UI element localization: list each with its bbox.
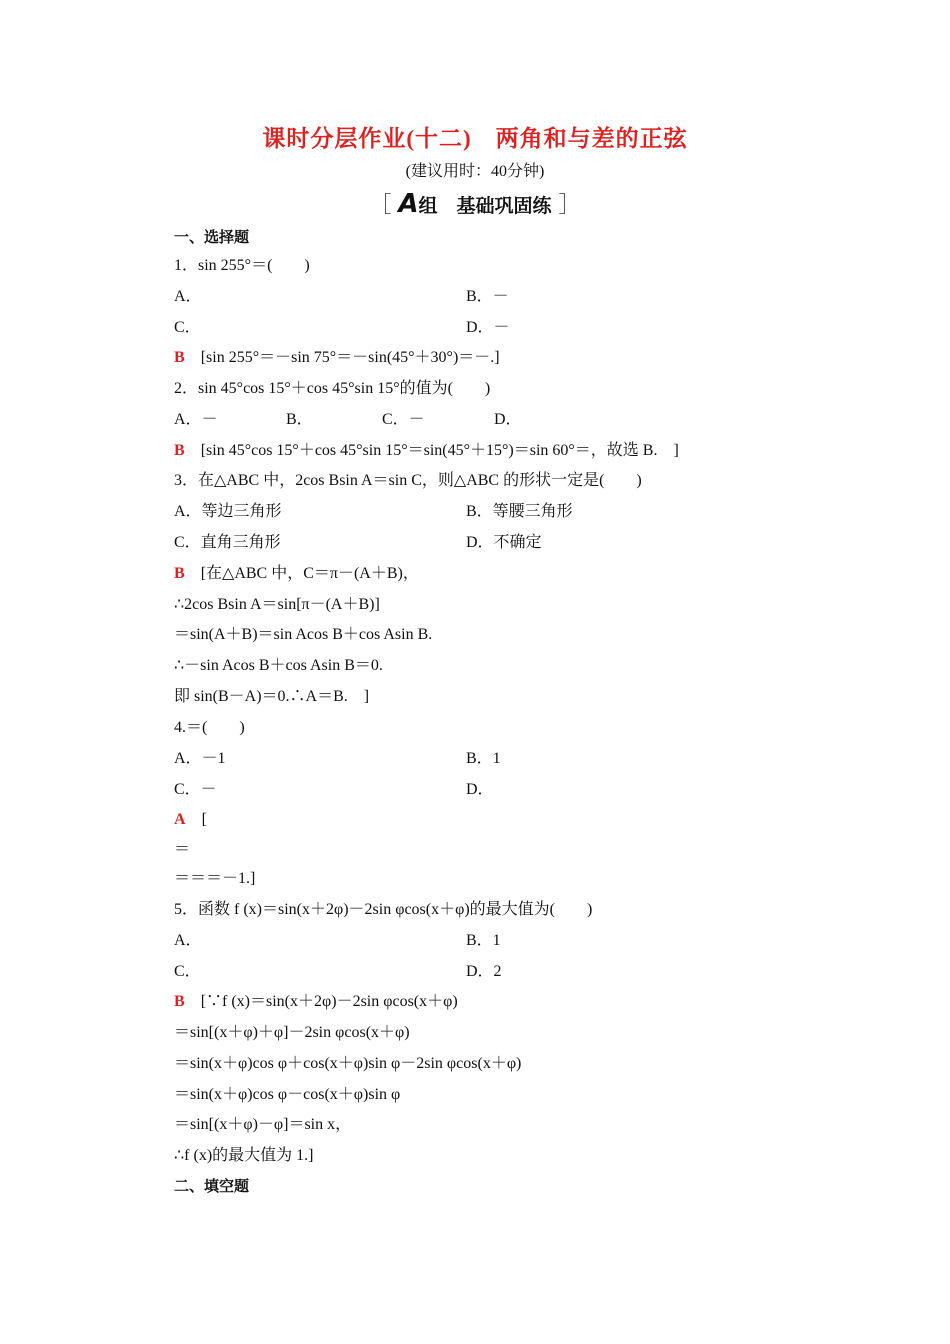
question-1-stem: 1．sin 255°＝( ) — [174, 257, 310, 274]
q4-explanation-line: [ — [201, 811, 207, 828]
q5-solution-line — [174, 992, 458, 1012]
q3-answer: B — [174, 565, 185, 582]
q3-explanation-line: 即 sin(B－A)＝0.∴A＝B. ] — [174, 688, 370, 705]
q2-explanation: [sin 45°cos 15°＋cos 45°sin 15°＝sin(45°＋15°)＝sin 60°＝，故选 B. ] — [200, 442, 679, 459]
q4-option-b: B．1 — [466, 750, 501, 767]
q3-solution-line — [174, 564, 419, 584]
right-bracket: ］ — [551, 193, 581, 218]
q3-explanation-line: ＝sin(A＋B)＝sin Acos B＋cos Asin B. — [174, 626, 433, 643]
q2-option-c: C．－ — [382, 411, 425, 428]
q5-option-d: D．2 — [466, 963, 502, 980]
q2-option-a: A．－ — [174, 411, 218, 428]
q3-option-c: C．直角三角形 — [174, 534, 281, 551]
q4-answer: A — [174, 811, 186, 828]
q3-explanation-line: [在△ABC 中，C＝π－(A＋B)， — [200, 565, 419, 582]
q3-explanation-line: ∴－sin Acos B＋cos Asin B＝0. — [174, 657, 383, 674]
q5-explanation-line: [∵f (x)＝sin(x＋2φ)－2sin φcos(x＋φ) — [200, 993, 458, 1010]
left-bracket: ［ — [369, 193, 399, 218]
q2-option-b: B． — [286, 411, 313, 428]
q2-answer: B — [174, 442, 185, 459]
q1-option-d: D．－ — [466, 319, 510, 336]
q2-solution — [174, 441, 679, 461]
q4-option-a: A．－1 — [174, 750, 226, 767]
q5-explanation-line: ＝sin[(x＋φ)－φ]＝sin x， — [174, 1116, 352, 1133]
q5-explanation-line: ＝sin[(x＋φ)＋φ]－2sin φcos(x＋φ) — [174, 1024, 410, 1041]
suggested-time: (建议用时：40分钟) — [405, 163, 545, 180]
q1-solution — [174, 348, 500, 368]
q5-option-b: B．1 — [466, 932, 501, 949]
group-heading — [0, 188, 950, 219]
q5-answer: B — [174, 993, 185, 1010]
q1-option-c: C． — [174, 319, 201, 336]
q5-explanation-line: ＝sin(x＋φ)cos φ＋cos(x＋φ)sin φ－2sin φcos(x＋φ) — [174, 1055, 522, 1072]
q3-option-b: B．等腰三角形 — [466, 503, 573, 520]
section-heading-choice: 一、选择题 — [174, 228, 250, 246]
q1-option-b: B．－ — [466, 288, 509, 305]
q4-option-d: D． — [466, 781, 494, 798]
question-2-stem: 2．sin 45°cos 15°＋cos 45°sin 15°的值为( ) — [174, 380, 491, 397]
q5-option-a: A． — [174, 932, 202, 949]
q1-answer: B — [174, 349, 185, 366]
question-3-stem: 3．在△ABC 中，2cos Bsin A＝sin C，则△ABC 的形状一定是( ) — [174, 472, 642, 489]
q2-option-d: D． — [494, 411, 522, 428]
q3-option-a: A．等边三角形 — [174, 503, 282, 520]
q3-option-d: D．不确定 — [466, 534, 542, 551]
q5-explanation-line: ∴f (x)的最大值为 1.] — [174, 1147, 314, 1164]
q5-explanation-line: ＝sin(x＋φ)cos φ－cos(x＋φ)sin φ — [174, 1086, 401, 1103]
group-letter: A — [398, 189, 419, 219]
q1-explanation: [sin 255°＝－sin 75°＝－sin(45°＋30°)＝－.] — [200, 349, 500, 366]
q4-explanation-line: ＝ — [174, 841, 191, 858]
question-5-stem: 5．函数 f (x)＝sin(x＋2φ)－2sin φcos(x＋φ)的最大值为( ) — [174, 901, 593, 918]
question-4-stem: 4.＝( ) — [174, 719, 245, 736]
q5-option-c: C． — [174, 963, 201, 980]
page-title: 课时分层作业(十二) 两角和与差的正弦 — [262, 126, 688, 151]
q4-solution-line — [174, 810, 207, 830]
q4-option-c: C．－ — [174, 781, 217, 798]
group-label: 组 基础巩固练 — [418, 195, 552, 217]
q3-explanation-line: ∴2cos Bsin A＝sin[π－(A＋B)] — [174, 596, 380, 613]
q4-explanation-line: ＝＝＝－1.] — [174, 870, 256, 887]
q1-option-a: A． — [174, 288, 202, 305]
section-heading-fill-in: 二、填空题 — [174, 1177, 250, 1195]
